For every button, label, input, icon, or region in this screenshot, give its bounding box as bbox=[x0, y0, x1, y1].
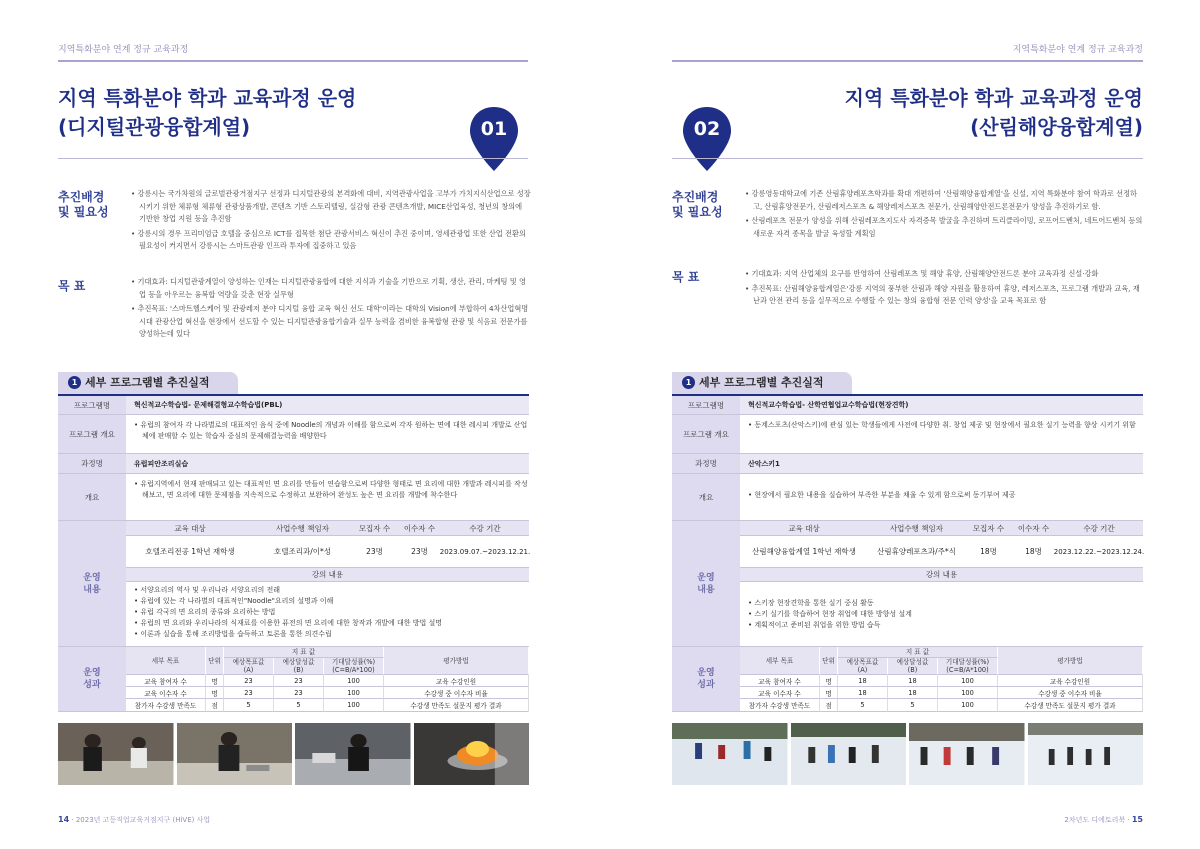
perf-cell: 교육 참여자 수 bbox=[740, 675, 820, 687]
page-footer: 2차년도 디에토리북 · 15 bbox=[1064, 815, 1143, 824]
program-overview-label: 프로그램 개요 bbox=[58, 415, 126, 454]
list-item: • 강릉영동대학교에 기존 산림휴양레포츠학과를 확대 개편하여 '산림해양융합계열'을 신설, 지역 특화분야 참여 학과로 선정하고, 산림휴양전문가, 산림레저스포츠 & 해양레저스포츠 전문가, 산림해양안전드론전문가 양성을 추진하기로 함. bbox=[745, 188, 1143, 213]
perf-cell: 18 bbox=[838, 675, 888, 687]
perf-header-target: 예상목표값 (A) bbox=[224, 658, 274, 675]
goal-list bbox=[745, 268, 1143, 310]
course-name-value: 유럽피안조리실습 bbox=[126, 454, 529, 474]
perf-cell: 100 bbox=[938, 699, 998, 712]
right-page bbox=[600, 0, 1200, 849]
perf-cell: 18 bbox=[888, 675, 938, 687]
perf-cell: 수강생 만족도 설문지 평가 결과 bbox=[998, 699, 1143, 712]
page-footer: 14 · 2023년 고등직업교육거점지구 (HiVE) 사업 bbox=[58, 815, 211, 824]
list-item: • 서양요리의 역사 및 우리나라 서양요리의 전래 bbox=[134, 585, 529, 596]
perf-cell: 23 bbox=[274, 687, 324, 699]
perf-header-indicator: 지 표 값 bbox=[224, 647, 384, 658]
perf-header-rate: 기대달성률(%) (C=B/A*100) bbox=[938, 658, 998, 675]
operation-label: 운영 내용 bbox=[58, 521, 126, 647]
course-name-label: 과정명 bbox=[672, 454, 740, 474]
perf-cell: 5 bbox=[274, 699, 324, 712]
background-label: 추진배경 및 필요성 bbox=[672, 190, 723, 219]
perf-header-unit: 단위 bbox=[206, 647, 224, 675]
info-header: 모집자 수 bbox=[965, 521, 1012, 536]
lecture-header: 강의 내용 bbox=[126, 568, 529, 582]
title-line-1: 지역 특화분야 학과 교육과정 운영 bbox=[844, 86, 1143, 110]
list-item: • 현장에서 필요한 내용을 실습하여 부족한 부분을 채울 수 있게 함으로써 동기부여 제공 bbox=[748, 490, 1143, 501]
lecture-content bbox=[740, 582, 1143, 647]
footer-text: 2차년도 디에토리북 bbox=[1064, 816, 1126, 824]
outline-value bbox=[740, 474, 1143, 521]
photo-ski-class-4 bbox=[1028, 723, 1144, 785]
operation-subtable bbox=[126, 521, 529, 647]
perf-cell: 23 bbox=[274, 675, 324, 687]
info-header: 사업수행 책임자 bbox=[254, 521, 351, 536]
goal-list bbox=[131, 276, 531, 343]
photo-strip bbox=[672, 723, 1143, 785]
page-number: 15 bbox=[1131, 815, 1143, 824]
section-tab bbox=[58, 372, 238, 394]
photo-cooking-class-4 bbox=[414, 723, 530, 785]
performance-subtable bbox=[740, 647, 1143, 712]
tab-label: 세부 프로그램별 추진실적 bbox=[85, 376, 210, 389]
performance-subtable bbox=[126, 647, 529, 712]
info-header: 수강 기간 bbox=[441, 521, 529, 536]
list-item: • 유럽에 있는 각 나라별의 대표적인"Noodle"요리의 설명과 이해 bbox=[134, 596, 529, 607]
section-number-badge bbox=[681, 105, 733, 173]
list-item: • 강릉시는 국가차원의 글로벌관광거점지구 선정과 디지털관광의 본격화에 대비, 지역관광사업을 고부가 가치지식산업으로 성장시키기 위한 체류형 체류형 관광상품개발, 콘텐츠 기반 스토리텔링, 실감형 관광 콘텐츠개발, MICE산업육성, 청년의 창의에 기반한 창업 지원 등을 추진함 bbox=[131, 188, 531, 226]
info-value: 18명 bbox=[965, 536, 1012, 568]
list-item: • 기대효과: 디지털관광계열이 양성하는 인재는 디지털관광융합에 대한 지식과 기술을 기반으로 기획, 생산, 관리, 마케팅 및 영업 등을 아우르는 융복합 역량을 갖춘 현장 실무형 bbox=[131, 276, 531, 301]
program-name-label: 프로그램명 bbox=[58, 396, 126, 415]
background-list bbox=[745, 188, 1143, 242]
perf-header-indicator: 지 표 값 bbox=[838, 647, 998, 658]
perf-cell: 점 bbox=[206, 699, 224, 712]
photo-strip bbox=[58, 723, 529, 785]
perf-cell: 100 bbox=[324, 687, 384, 699]
outline-label: 개요 bbox=[58, 474, 126, 521]
outline-value bbox=[126, 474, 529, 521]
perf-cell: 교육 이수자 수 bbox=[126, 687, 206, 699]
info-header: 교육 대상 bbox=[740, 521, 868, 536]
info-value: 23명 bbox=[351, 536, 398, 568]
list-item: • 기대효과: 지역 산업체의 요구를 반영하여 산림레포츠 및 해양 휴양, 산림해양안전드론 분야 교육과정 신설·강화 bbox=[745, 268, 1143, 281]
program-overview-value bbox=[740, 415, 1143, 454]
info-value: 23명 bbox=[398, 536, 441, 568]
list-item: • 스키 실기를 학습하여 현장 취업에 대한 방향성 설계 bbox=[748, 609, 1143, 620]
page-title bbox=[845, 84, 1143, 142]
badge-number: 02 bbox=[693, 118, 721, 140]
info-value: 호텔조리전공 1학년 재학생 bbox=[126, 536, 254, 568]
page-title bbox=[58, 84, 356, 142]
perf-header-rate: 기대달성률(%) (C=B/A*100) bbox=[324, 658, 384, 675]
photo-ski-class-2 bbox=[791, 723, 907, 785]
perf-cell: 점 bbox=[820, 699, 838, 712]
tab-label: 세부 프로그램별 추진실적 bbox=[699, 376, 824, 389]
goal-label: 목 표 bbox=[672, 270, 700, 284]
program-name-value: 혁신적교수학습법- 문제해결형교수학습법(PBL) bbox=[126, 396, 529, 415]
tab-number: 1 bbox=[68, 376, 81, 389]
program-table bbox=[672, 394, 1143, 710]
perf-cell: 수강생 만족도 설문지 평가 결과 bbox=[384, 699, 529, 712]
title-separator bbox=[672, 158, 1143, 159]
perf-cell: 18 bbox=[888, 687, 938, 699]
photo-cooking-class-2 bbox=[177, 723, 293, 785]
info-header: 수강 기간 bbox=[1055, 521, 1143, 536]
operation-label: 운영 내용 bbox=[672, 521, 740, 647]
course-name-label: 과정명 bbox=[58, 454, 126, 474]
operation-subtable bbox=[740, 521, 1143, 647]
running-header: 지역특화분야 연계 정규 교육과정 bbox=[1012, 45, 1143, 55]
perf-cell: 100 bbox=[324, 675, 384, 687]
list-item: • 유럽 각국의 면 요리의 종류와 요리하는 방법 bbox=[134, 607, 529, 618]
photo-cooking-class-1 bbox=[58, 723, 174, 785]
photo-ski-class-3 bbox=[909, 723, 1025, 785]
perf-cell: 5 bbox=[838, 699, 888, 712]
perf-cell: 교육 참여자 수 bbox=[126, 675, 206, 687]
header-rule bbox=[672, 60, 1143, 62]
header-rule bbox=[58, 60, 528, 62]
perf-cell: 23 bbox=[224, 675, 274, 687]
lecture-header: 강의 내용 bbox=[740, 568, 1143, 582]
perf-header-achieved: 예상달성값 (B) bbox=[274, 658, 324, 675]
perf-cell: 명 bbox=[206, 675, 224, 687]
outline-label: 개요 bbox=[672, 474, 740, 521]
result-label: 운영 성과 bbox=[58, 647, 126, 712]
list-item: • 산림레포츠 전문가 양성을 위해 산림레포츠지도사 자격증목 발굴을 추진하며 트리클라이밍, 로프어드벤처, 네트어드벤처 등의 새로운 자격 종목을 발굴 육성할 계획임 bbox=[745, 215, 1143, 240]
photo-ski-class-1 bbox=[672, 723, 788, 785]
title-separator bbox=[58, 158, 528, 159]
photo-cooking-class-3 bbox=[295, 723, 411, 785]
tab-number: 1 bbox=[682, 376, 695, 389]
list-item: • 추진목표: 산림해양융합계열은'강릉 지역의 풍부한 산림과 해양 자원을 활용하여 휴양, 레저스포츠, 프로그램 개발과 교육, 재난과 안전 관리 등을 실무적으로 수행할 수 있는 창의 융합형 전문 인력 양성'을 교육 목표로 함 bbox=[745, 283, 1143, 308]
page-number: 14 bbox=[58, 815, 70, 824]
perf-cell: 교육 수강인원 bbox=[998, 675, 1143, 687]
background-list bbox=[131, 188, 531, 255]
list-item: • 유럽의 참여자 각 나라별로의 대표적인 음식 중에 Noodle의 개념과 이해를 함으로써 각자 원하는 면에 대한 레시피 개발로 산업체에 판매할 수 있는 학습자 중심의 문제해결능력을 배양한다 bbox=[134, 420, 529, 442]
program-overview-value bbox=[126, 415, 529, 454]
perf-header-method: 평가방법 bbox=[998, 647, 1143, 675]
perf-header-method: 평가방법 bbox=[384, 647, 529, 675]
info-value: 18명 bbox=[1012, 536, 1055, 568]
perf-cell: 18 bbox=[838, 687, 888, 699]
title-line-2: (산림해양융합계열) bbox=[970, 115, 1143, 139]
perf-cell: 5 bbox=[888, 699, 938, 712]
list-item: • 추진목표: '스마트헬스케어 및 관광레저 분야 디지털 융합 교육 혁신 선도 대학'이라는 대학의 Vision에 부합하여 4차산업혁명시대 관광산업 혁신을 현장에서 선도할 수 있는 디지털관광융합기술과 실무 능력을 겸비한 융복합형 관광 및 식음료 전문가를 양성하는데 있다 bbox=[131, 303, 531, 341]
perf-cell: 100 bbox=[324, 699, 384, 712]
list-item: • 유럽지역에서 현재 판매되고 있는 대표적인 면 요리를 만들어 연습함으로써 다양한 형태로 면 요리에 대한 개발과 레시피를 작성해보고, 면 요리에 대한 문제점을 지속적으로 수정하고 보완하여 완성도 높은 면 요리를 개발에 착수한다 bbox=[134, 479, 529, 501]
perf-header-achieved: 예상달성값 (B) bbox=[888, 658, 938, 675]
title-line-1: 지역 특화분야 학과 교육과정 운영 bbox=[58, 86, 357, 110]
perf-cell: 참가자 수강생 만족도 bbox=[740, 699, 820, 712]
footer-text: 2023년 고등직업교육거점지구 (HiVE) 사업 bbox=[75, 816, 211, 824]
goal-label: 목 표 bbox=[58, 279, 86, 293]
program-overview-label: 프로그램 개요 bbox=[672, 415, 740, 454]
background-label: 추진배경 및 필요성 bbox=[58, 190, 109, 219]
list-item: • 강릉시의 경우 프리미엄급 호텔을 중심으로 ICT를 접목한 첨단 관광서비스 혁신이 추진 중이며, 영세관광업 또한 산업 전환의 필요성이 커지면서 강릉시는 스마트관광 인프라 투자에 집중하고 있음 bbox=[131, 228, 531, 253]
info-header: 사업수행 책임자 bbox=[868, 521, 965, 536]
perf-cell: 수강생 중 이수자 비율 bbox=[384, 687, 529, 699]
list-item: • 계획적이고 준비된 취업을 위한 방법 습득 bbox=[748, 620, 1143, 631]
list-item: • 동계스포츠(산악스키)에 관심 있는 학생들에게 사전에 다양한 취. 창업 제공 및 현장에서 필요한 실기 능력을 향상 시키기 위함 bbox=[748, 420, 1143, 431]
info-value: 산림해양융합계열 1학년 재학생 bbox=[740, 536, 868, 568]
perf-cell: 5 bbox=[224, 699, 274, 712]
perf-header-unit: 단위 bbox=[820, 647, 838, 675]
info-header: 이수자 수 bbox=[1012, 521, 1055, 536]
perf-cell: 교육 수강인원 bbox=[384, 675, 529, 687]
perf-cell: 명 bbox=[206, 687, 224, 699]
info-value: 호텔조리과/이*성 bbox=[254, 536, 351, 568]
section-tab bbox=[672, 372, 852, 394]
program-name-label: 프로그램명 bbox=[672, 396, 740, 415]
title-line-2: (디지털관광융합계열) bbox=[58, 115, 251, 139]
program-name-value: 혁신적교수학습법- 산학연협업교수학습법(현장견학) bbox=[740, 396, 1143, 415]
info-value: 산림휴양레포츠과/주*식 bbox=[868, 536, 965, 568]
perf-cell: 100 bbox=[938, 687, 998, 699]
perf-cell: 수강생 중 이수자 비율 bbox=[998, 687, 1143, 699]
perf-cell: 100 bbox=[938, 675, 998, 687]
section-number-badge bbox=[468, 105, 520, 173]
list-item: • 이론과 실습을 통해 조리방법을 습득하고 토론을 통한 의견수립 bbox=[134, 629, 529, 640]
info-header: 교육 대상 bbox=[126, 521, 254, 536]
list-item: • 유럽의 면 요리와 우리나라의 식재료를 이용한 퓨전의 면 요리에 대한 창작과 개발에 대한 방법 설명 bbox=[134, 618, 529, 629]
perf-header-goal: 세부 목표 bbox=[740, 647, 820, 675]
perf-cell: 참가자 수강생 만족도 bbox=[126, 699, 206, 712]
result-label: 운영 성과 bbox=[672, 647, 740, 712]
lecture-content bbox=[126, 582, 529, 647]
perf-cell: 명 bbox=[820, 687, 838, 699]
perf-cell: 명 bbox=[820, 675, 838, 687]
program-table bbox=[58, 394, 529, 710]
list-item: • 스키장 현장견학을 통한 실기 중심 활동 bbox=[748, 598, 1143, 609]
info-header: 이수자 수 bbox=[398, 521, 441, 536]
info-value: 2023.12.22.~2023.12.24. bbox=[1055, 536, 1143, 568]
info-value: 2023.09.07.~2023.12.21. bbox=[441, 536, 529, 568]
perf-header-goal: 세부 목표 bbox=[126, 647, 206, 675]
perf-header-target: 예상목표값 (A) bbox=[838, 658, 888, 675]
perf-cell: 23 bbox=[224, 687, 274, 699]
perf-cell: 교육 이수자 수 bbox=[740, 687, 820, 699]
info-header: 모집자 수 bbox=[351, 521, 398, 536]
running-header: 지역특화분야 연계 정규 교육과정 bbox=[58, 45, 189, 55]
badge-number: 01 bbox=[480, 118, 508, 140]
course-name-value: 산악스키1 bbox=[740, 454, 1143, 474]
